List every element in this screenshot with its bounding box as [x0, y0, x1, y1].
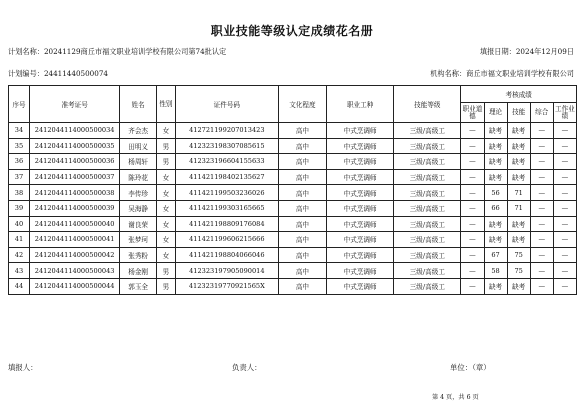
- cell-exam-id: 2412044114000500039: [29, 200, 119, 216]
- fill-date: 填报日期：2024年12月09日: [479, 47, 574, 56]
- cell-performance: —: [553, 200, 576, 216]
- cell-ethics: —: [461, 154, 484, 170]
- header-overall: 综合: [530, 103, 553, 123]
- cell-ethics: —: [461, 185, 484, 201]
- table-row: [9, 169, 577, 185]
- cell-occupation: 中式烹调师: [327, 169, 394, 185]
- cell-seq: 40: [9, 216, 30, 232]
- cell-performance: —: [553, 123, 576, 139]
- header-gender: 性别: [157, 86, 176, 123]
- cell-name: 张梦珂: [120, 232, 157, 248]
- footer-responsible: 负责人：: [232, 363, 262, 372]
- org-name: 机构名称：商丘市福文职业培训学校有限公司: [430, 69, 574, 78]
- header-theory: 理论: [484, 103, 507, 123]
- cell-level: 三级/高级工: [394, 278, 461, 294]
- cell-name: 谢良荣: [120, 216, 157, 232]
- cell-name: 郭玉全: [120, 278, 157, 294]
- cell-theory: 56: [484, 185, 507, 201]
- cell-occupation: 中式烹调师: [327, 185, 394, 201]
- cell-occupation: 中式烹调师: [327, 200, 394, 216]
- score-roster-table: [8, 85, 577, 295]
- table-row: [9, 216, 577, 232]
- cell-performance: —: [553, 263, 576, 279]
- cell-gender: 男: [157, 138, 176, 154]
- cell-education: 高中: [278, 247, 326, 263]
- cell-occupation: 中式烹调师: [327, 216, 394, 232]
- cell-name: 吴海静: [120, 200, 157, 216]
- cell-ethics: —: [461, 216, 484, 232]
- cell-level: 三级/高级工: [394, 263, 461, 279]
- cell-name: 张秀粉: [120, 247, 157, 263]
- cell-level: 三级/高级工: [394, 185, 461, 201]
- cell-gender: 女: [157, 200, 176, 216]
- cell-overall: —: [530, 278, 553, 294]
- cell-level: 三级/高级工: [394, 123, 461, 139]
- cell-theory: 缺考: [484, 169, 507, 185]
- cell-seq: 42: [9, 247, 30, 263]
- cell-theory: 缺考: [484, 154, 507, 170]
- cell-theory: 缺考: [484, 138, 507, 154]
- cell-ethics: —: [461, 169, 484, 185]
- cell-seq: 39: [9, 200, 30, 216]
- cell-seq: 36: [9, 154, 30, 170]
- cell-theory: 缺考: [484, 278, 507, 294]
- cell-id-number: 411421198402135627: [175, 169, 278, 185]
- cell-gender: 女: [157, 232, 176, 248]
- cell-skill: 缺考: [507, 278, 530, 294]
- cell-theory: 66: [484, 200, 507, 216]
- cell-theory: 58: [484, 263, 507, 279]
- table-row: [9, 138, 577, 154]
- cell-name: 杨金刚: [120, 263, 157, 279]
- cell-overall: —: [530, 169, 553, 185]
- footer-unit-seal: 单位：（章）: [450, 363, 491, 372]
- header-skill: 技能: [507, 103, 530, 123]
- cell-skill: 缺考: [507, 169, 530, 185]
- cell-exam-id: 2412044114000500044: [29, 278, 119, 294]
- cell-performance: —: [553, 169, 576, 185]
- cell-education: 高中: [278, 154, 326, 170]
- cell-overall: —: [530, 247, 553, 263]
- cell-id-number: 411421198809176084: [175, 216, 278, 232]
- table-row: [9, 232, 577, 248]
- cell-performance: —: [553, 154, 576, 170]
- cell-theory: 缺考: [484, 216, 507, 232]
- cell-performance: —: [553, 138, 576, 154]
- cell-seq: 44: [9, 278, 30, 294]
- cell-id-number: 412323197905090014: [175, 263, 278, 279]
- cell-gender: 女: [157, 247, 176, 263]
- cell-gender: 男: [157, 154, 176, 170]
- cell-occupation: 中式烹调师: [327, 138, 394, 154]
- cell-overall: —: [530, 216, 553, 232]
- cell-gender: 女: [157, 185, 176, 201]
- cell-exam-id: 2412044114000500040: [29, 216, 119, 232]
- cell-level: 三级/高级工: [394, 138, 461, 154]
- cell-performance: —: [553, 278, 576, 294]
- cell-id-number: 411421199303165665: [175, 200, 278, 216]
- header-ethics: 职业道德: [461, 103, 484, 123]
- cell-level: 三级/高级工: [394, 169, 461, 185]
- cell-ethics: —: [461, 232, 484, 248]
- cell-exam-id: 2412044114000500034: [29, 123, 119, 139]
- cell-skill: 缺考: [507, 232, 530, 248]
- cell-name: 李传珍: [120, 185, 157, 201]
- cell-occupation: 中式烹调师: [327, 154, 394, 170]
- cell-seq: 34: [9, 123, 30, 139]
- cell-exam-id: 2412044114000500043: [29, 263, 119, 279]
- cell-gender: 女: [157, 169, 176, 185]
- footer-filler: 填报人：: [8, 363, 38, 372]
- cell-theory: 67: [484, 247, 507, 263]
- page-number: 第 4 页，共 6 页: [432, 394, 479, 401]
- cell-seq: 43: [9, 263, 30, 279]
- header-level: 技能等级: [394, 86, 461, 123]
- cell-level: 三级/高级工: [394, 232, 461, 248]
- cell-level: 三级/高级工: [394, 247, 461, 263]
- cell-occupation: 中式烹调师: [327, 247, 394, 263]
- cell-skill: 缺考: [507, 123, 530, 139]
- cell-ethics: —: [461, 123, 484, 139]
- cell-name: 杨周轩: [120, 154, 157, 170]
- cell-id-number: 412721199207013423: [175, 123, 278, 139]
- cell-ethics: —: [461, 278, 484, 294]
- cell-theory: 缺考: [484, 123, 507, 139]
- cell-name: 齐会杰: [120, 123, 157, 139]
- cell-seq: 41: [9, 232, 30, 248]
- table-row: [9, 200, 577, 216]
- cell-skill: 75: [507, 263, 530, 279]
- cell-theory: 缺考: [484, 232, 507, 248]
- cell-ethics: —: [461, 200, 484, 216]
- cell-exam-id: 2412044114000500035: [29, 138, 119, 154]
- cell-id-number: 412323196604155633: [175, 154, 278, 170]
- cell-performance: —: [553, 232, 576, 248]
- cell-ethics: —: [461, 138, 484, 154]
- cell-id-number: 411421199606215666: [175, 232, 278, 248]
- cell-id-number: 41232319770921565X: [175, 278, 278, 294]
- table-row: [9, 185, 577, 201]
- cell-exam-id: 2412044114000500042: [29, 247, 119, 263]
- cell-exam-id: 2412044114000500041: [29, 232, 119, 248]
- cell-education: 高中: [278, 263, 326, 279]
- cell-education: 高中: [278, 278, 326, 294]
- cell-overall: —: [530, 200, 553, 216]
- cell-exam-id: 2412044114000500038: [29, 185, 119, 201]
- cell-performance: —: [553, 185, 576, 201]
- table-row: [9, 263, 577, 279]
- cell-ethics: —: [461, 247, 484, 263]
- cell-id-number: 412323198307085615: [175, 138, 278, 154]
- cell-ethics: —: [461, 263, 484, 279]
- cell-overall: —: [530, 263, 553, 279]
- cell-occupation: 中式烹调师: [327, 263, 394, 279]
- cell-education: 高中: [278, 169, 326, 185]
- cell-id-number: 411421198804066046: [175, 247, 278, 263]
- cell-level: 三级/高级工: [394, 200, 461, 216]
- table-row: [9, 123, 577, 139]
- page-title: 职业技能等级认定成绩花名册: [210, 24, 374, 38]
- header-education: 文化程度: [278, 86, 326, 123]
- cell-performance: —: [553, 216, 576, 232]
- cell-skill: 缺考: [507, 154, 530, 170]
- cell-skill: 75: [507, 247, 530, 263]
- cell-overall: —: [530, 185, 553, 201]
- header-id-number: 证件号码: [175, 86, 278, 123]
- cell-exam-id: 2412044114000500037: [29, 169, 119, 185]
- cell-overall: —: [530, 154, 553, 170]
- cell-education: 高中: [278, 123, 326, 139]
- header-exam-id: 准考证号: [29, 86, 119, 123]
- cell-overall: —: [530, 123, 553, 139]
- cell-gender: 男: [157, 263, 176, 279]
- header-occupation: 职业工种: [327, 86, 394, 123]
- cell-gender: 女: [157, 123, 176, 139]
- cell-gender: 女: [157, 216, 176, 232]
- cell-seq: 37: [9, 169, 30, 185]
- cell-name: 陈玲花: [120, 169, 157, 185]
- table-row: [9, 247, 577, 263]
- cell-education: 高中: [278, 200, 326, 216]
- cell-skill: 71: [507, 200, 530, 216]
- cell-gender: 男: [157, 278, 176, 294]
- cell-occupation: 中式烹调师: [327, 123, 394, 139]
- header-name: 姓名: [120, 86, 157, 123]
- plan-number: 计划编号：24411440500074: [8, 69, 108, 78]
- header-scores-group: 考核成绩: [461, 86, 577, 103]
- cell-performance: —: [553, 247, 576, 263]
- cell-id-number: 411421199503236026: [175, 185, 278, 201]
- cell-overall: —: [530, 138, 553, 154]
- cell-education: 高中: [278, 185, 326, 201]
- cell-seq: 35: [9, 138, 30, 154]
- cell-name: 田明义: [120, 138, 157, 154]
- plan-name: 计划名称：20241129商丘市福文职业培训学校有限公司第74批认定: [8, 47, 227, 56]
- cell-overall: —: [530, 232, 553, 248]
- header-seq: 序号: [9, 86, 30, 123]
- cell-exam-id: 2412044114000500036: [29, 154, 119, 170]
- cell-occupation: 中式烹调师: [327, 278, 394, 294]
- cell-skill: 71: [507, 185, 530, 201]
- header-performance: 工作业绩: [553, 103, 576, 123]
- table-row: [9, 278, 577, 294]
- table-row: [9, 154, 577, 170]
- cell-skill: 缺考: [507, 216, 530, 232]
- cell-education: 高中: [278, 232, 326, 248]
- cell-level: 三级/高级工: [394, 216, 461, 232]
- cell-level: 三级/高级工: [394, 154, 461, 170]
- cell-occupation: 中式烹调师: [327, 232, 394, 248]
- cell-seq: 38: [9, 185, 30, 201]
- cell-education: 高中: [278, 138, 326, 154]
- roster-body: [9, 123, 577, 295]
- cell-education: 高中: [278, 216, 326, 232]
- cell-skill: 缺考: [507, 138, 530, 154]
